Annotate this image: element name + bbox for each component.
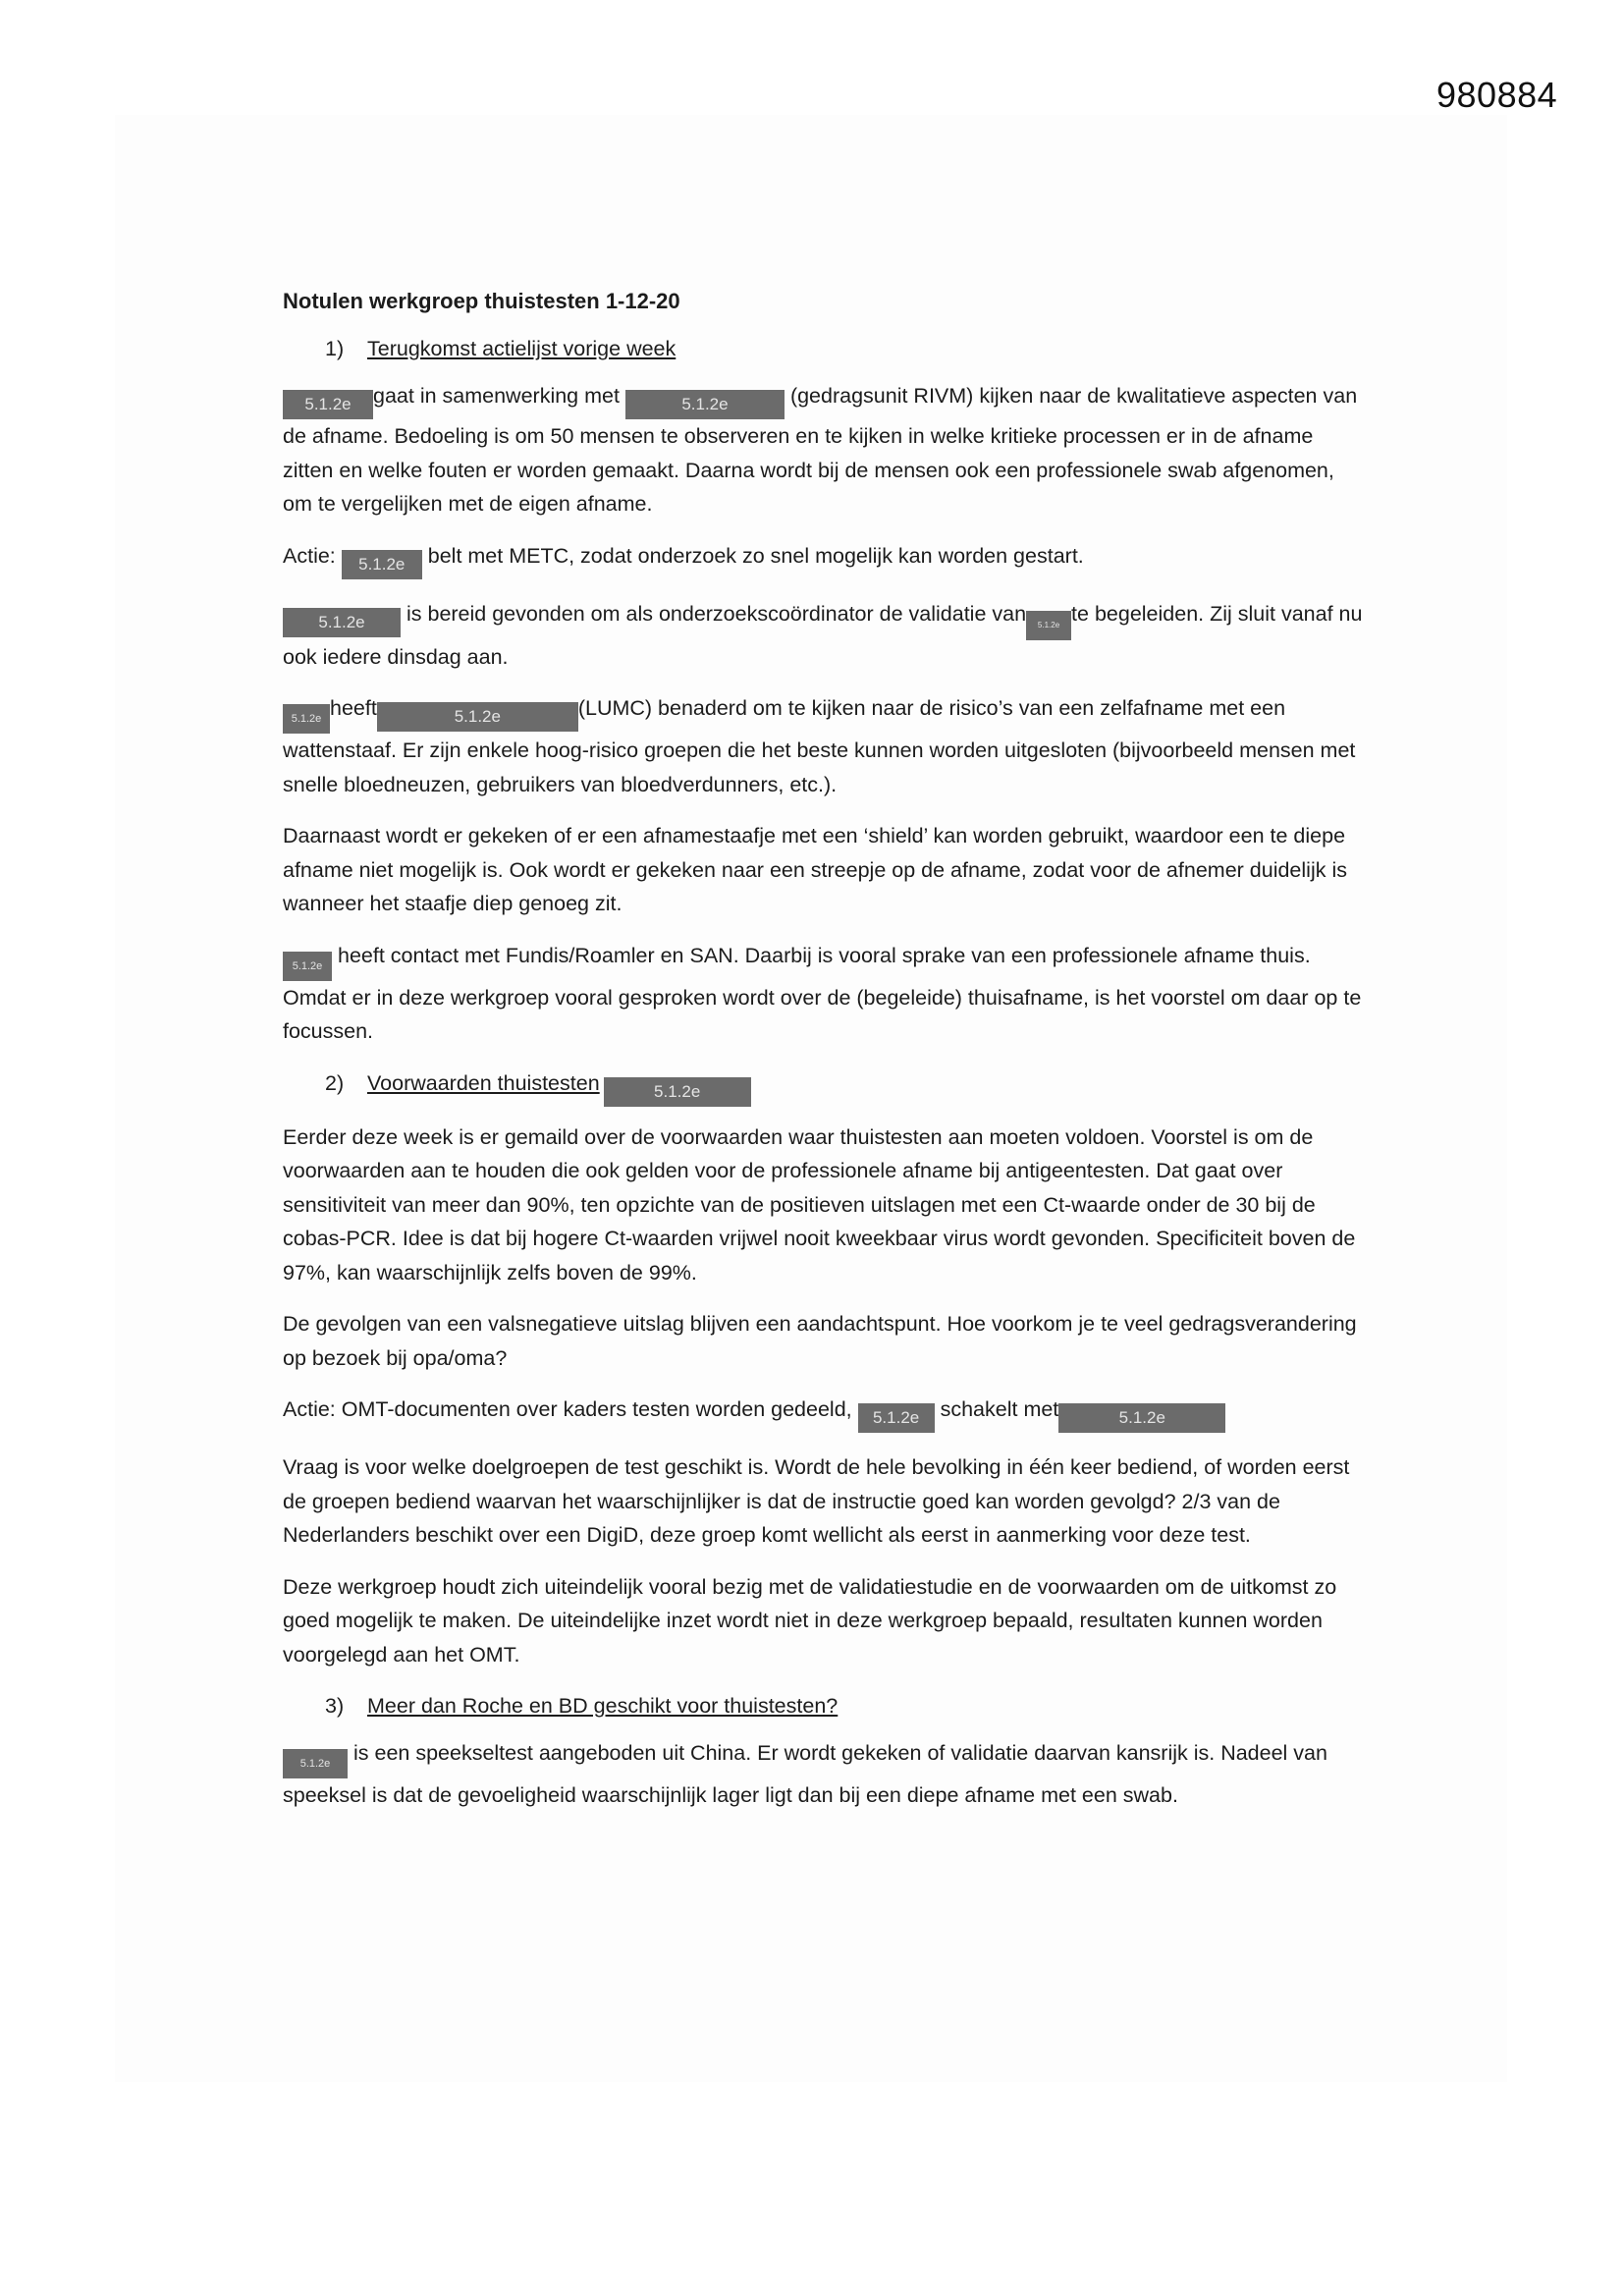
document-number: 980884: [1436, 75, 1558, 115]
section-title: Meer dan Roche en BD geschikt voor thuistesten?: [367, 1694, 839, 1718]
paragraph-text: Actie: OMT-documenten over kaders testen worden gedeeld,: [283, 1397, 852, 1421]
action-paragraph: [283, 1393, 1363, 1433]
paragraph-text: belt met METC, zodat onderzoek zo snel mogelijk kan worden gestart.: [427, 543, 1084, 568]
paragraph: Daarnaast wordt er gekeken of er een afnamestaafje met een ‘shield’ kan worden gebruikt, waardoor een te diepe afname niet mogelijk is. Ook wordt er gekeken naar een streepje op de afname, zodat voor de afnemer duidelijk is wanneer het staafje diep genoeg zit.: [283, 824, 1347, 915]
redaction-box: 5.1.2e: [377, 702, 578, 732]
paragraph-text: heeft: [330, 696, 377, 720]
redaction-box: 5.1.2e: [604, 1077, 751, 1107]
paragraph: [283, 939, 1363, 1049]
action-paragraph: [283, 539, 1363, 579]
paragraph: Vraag is voor welke doelgroepen de test geschikt is. Wordt de hele bevolking in één keer bediend, of worden eerst de groepen bediend waarvan het waarschijnlijker is dat de instructie goed kan worden gevolgd? 2/3 van de Nederlanders beschikt over een DigiD, deze groep komt wellicht als eerst in aanmerking voor deze test.: [283, 1455, 1350, 1547]
redaction-box: 5.1.2e: [1058, 1403, 1225, 1433]
redaction-box: 5.1.2e: [283, 608, 401, 637]
section-heading-1: [325, 332, 1363, 365]
paragraph: [283, 379, 1363, 521]
section-number: 1): [325, 337, 345, 360]
redaction-box: 5.1.2e: [283, 390, 373, 419]
paragraph: Deze werkgroep houdt zich uiteindelijk vooral bezig met de validatiestudie en de voorwaarden om de uitkomst zo goed mogelijk te maken. De uiteindelijke inzet wordt niet in deze werkgroep bepaald, resultaten kunnen worden voorgelegd aan het OMT.: [283, 1574, 1337, 1667]
paragraph: De gevolgen van een valsnegatieve uitslag blijven een aandachtspunt. Hoe voorkom je te veel gedragsverandering op bezoek bij opa/oma?: [283, 1312, 1357, 1370]
redaction-box: 5.1.2e: [858, 1403, 935, 1433]
redaction-box: 5.1.2e: [342, 550, 422, 579]
section-heading-3: [325, 1689, 1363, 1722]
section-heading-2: [325, 1066, 1363, 1107]
section-number: 2): [325, 1070, 345, 1095]
redaction-box: 5.1.2e: [283, 704, 330, 734]
redaction-box: 5.1.2e: [1026, 611, 1071, 640]
paragraph-text: te begeleiden. Zij sluit vanaf nu ook iedere dinsdag aan.: [283, 601, 1363, 669]
paragraph-text: heeft contact met Fundis/Roamler en SAN. Daarbij is vooral sprake van een professionele afname thuis. Omdat er in deze werkgroep vooral gesproken wordt over de (begeleide) thuisafname, is het voorstel om daar op te focussen.: [283, 943, 1362, 1043]
paragraph: [283, 691, 1363, 801]
section-title: Voorwaarden thuistesten: [367, 1070, 600, 1095]
section-title: Terugkomst actielijst vorige week: [367, 337, 677, 360]
redaction-box: 5.1.2e: [283, 952, 332, 981]
paragraph-text: (LUMC) benaderd om te kijken naar de risico’s van een zelfafname met een wattenstaaf. Er zijn enkele hoog-risico groepen die het beste kunnen worden uitgesloten (bijvoorbeeld mensen met snelle bloedneuzen, gebruikers van bloedverdunners, etc.).: [283, 696, 1356, 796]
paragraph-text: schakelt met: [940, 1397, 1059, 1421]
paragraph-text: is een speekseltest aangeboden uit China. Er wordt gekeken of validatie daarvan kansrijk is. Nadeel van speeksel is dat de gevoeligheid waarschijnlijk lager ligt dan bij een diepe afname met een swab.: [283, 1741, 1327, 1807]
paragraph: [283, 1736, 1363, 1813]
document-title: Notulen werkgroep thuistesten 1-12-20: [283, 289, 680, 313]
paragraph: Eerder deze week is er gemaild over de voorwaarden waar thuistesten aan moeten voldoen. Voorstel is om de voorwaarden aan te houden die ook gelden voor de professionele afname bij antigeentesten. Dat gaat over sensitiviteit van meer dan 90%, ten opzichte van de positieven uitslagen met een Ct-waarde onder de 30 bij de cobas-PCR. Idee is dat bij hogere Ct-waarden vrijwel nooit kweekbaar virus wordt gevonden. Specificiteit boven de 97%, kan waarschijnlijk zelfs boven de 99%.: [283, 1124, 1356, 1285]
paragraph-text: (gedragsunit RIVM) kijken naar de kwalitatieve aspecten van de afname. Bedoeling is om 50 mensen te observeren en te kijken in welke kritieke processen er in de afname zitten en welke fouten er worden gemaakt. Daarna wordt bij de mensen ook een professionele swab afgenomen, om te vergelijken met de eigen afname.: [283, 384, 1358, 516]
paragraph-text: gaat in samenwerking met: [373, 384, 620, 408]
paragraph-text: is bereid gevonden om als onderzoekscoördinator de validatie van: [406, 601, 1027, 626]
redaction-box: 5.1.2e: [625, 390, 785, 419]
action-label: Actie:: [283, 543, 336, 568]
paragraph: [283, 597, 1363, 675]
minutes-document: [283, 285, 1363, 1831]
section-number: 3): [325, 1694, 345, 1718]
redaction-box: 5.1.2e: [283, 1749, 348, 1778]
